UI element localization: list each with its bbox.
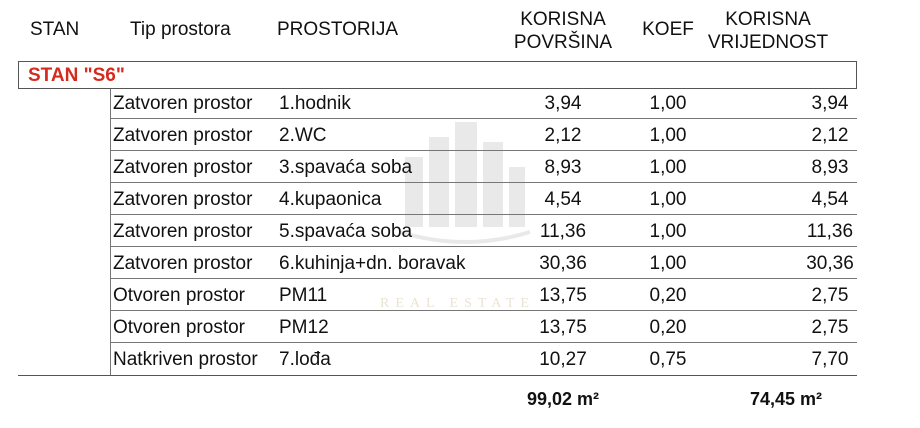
cell-koef: 1,00: [649, 189, 687, 210]
cell-prostorija: 5.spavaća soba: [279, 221, 413, 242]
cell-tip-prostora: Otvoren prostor: [113, 317, 245, 338]
section-header: [18, 61, 857, 89]
cell-tip-prostora: Otvoren prostor: [113, 285, 245, 306]
header-tip-prostora: Tip prostora: [130, 19, 231, 40]
cell-prostorija: PM11: [279, 285, 328, 306]
cell-tip-prostora: Zatvoren prostor: [113, 253, 253, 274]
cell-korisna-povrsina: 2,12: [544, 125, 582, 146]
cell-koef: 0,20: [649, 285, 687, 306]
cell-korisna-vrijednost: 2,75: [811, 317, 849, 338]
cell-korisna-povrsina: 13,75: [539, 285, 587, 306]
total-korisna-vrijednost: 74,45 m²: [749, 389, 823, 409]
header-korisna-povrsina: [480, 8, 646, 54]
table-bottom-rule: [18, 375, 857, 376]
cell-korisna-vrijednost: 4,54: [811, 189, 849, 210]
total-korisna-povrsina: 99,02 m²: [526, 389, 600, 409]
header-korisna-vrijednost-line1: KORISNA: [725, 9, 811, 30]
table-row: [110, 249, 857, 279]
cell-korisna-povrsina: 3,94: [544, 93, 582, 114]
header-koef: KOEF: [642, 19, 694, 40]
table-row: [110, 121, 857, 151]
header-korisna-vrijednost-line2: VRIJEDNOST: [707, 32, 829, 53]
cell-korisna-povrsina: 8,93: [544, 157, 582, 178]
cell-korisna-vrijednost: 7,70: [811, 349, 849, 370]
cell-prostorija: 2.WC: [279, 125, 327, 146]
cell-prostorija: 3.spavaća soba: [279, 157, 413, 178]
cell-korisna-vrijednost: 8,93: [811, 157, 849, 178]
cell-korisna-povrsina: 13,75: [539, 317, 587, 338]
cell-tip-prostora: Zatvoren prostor: [113, 125, 253, 146]
cell-koef: 0,20: [649, 317, 687, 338]
section-title: STAN "S6": [28, 65, 125, 86]
table-row: [110, 89, 857, 119]
table-row: [110, 281, 857, 311]
cell-prostorija: 1.hodnik: [279, 93, 351, 114]
cell-korisna-vrijednost: 11,36: [806, 221, 854, 242]
cell-korisna-vrijednost: 2,75: [811, 285, 849, 306]
table-row: [110, 217, 857, 247]
cell-korisna-vrijednost: 30,36: [806, 253, 854, 274]
cell-koef: 1,00: [649, 125, 687, 146]
header-stan: STAN: [30, 19, 80, 40]
table-row: [110, 153, 857, 183]
cell-koef: 1,00: [649, 93, 687, 114]
header-korisna-povrsina-line1: KORISNA: [520, 9, 606, 30]
cell-prostorija: 4.kupaonica: [279, 189, 382, 210]
cell-korisna-povrsina: 30,36: [539, 253, 587, 274]
table-row: [110, 313, 857, 343]
watermark-text: REAL ESTATE: [380, 296, 535, 311]
cell-korisna-povrsina: 11,36: [539, 221, 587, 242]
cell-koef: 1,00: [649, 221, 687, 242]
cell-korisna-povrsina: 4,54: [544, 189, 582, 210]
cell-korisna-povrsina: 10,27: [539, 349, 587, 370]
cell-korisna-vrijednost: 2,12: [811, 125, 849, 146]
cell-tip-prostora: Zatvoren prostor: [113, 93, 253, 114]
cell-prostorija: 6.kuhinja+dn. boravak: [279, 253, 466, 274]
header-prostorija: PROSTORIJA: [277, 19, 399, 40]
header-korisna-povrsina-line2: POVRŠINA: [513, 32, 613, 53]
cell-koef: 1,00: [649, 157, 687, 178]
table-row: [110, 345, 857, 375]
cell-tip-prostora: Zatvoren prostor: [113, 157, 253, 178]
table-row: [110, 185, 857, 215]
cell-koef: 1,00: [649, 253, 687, 274]
cell-tip-prostora: Natkriven prostor: [113, 349, 258, 370]
cell-prostorija: PM12: [279, 317, 329, 338]
cell-tip-prostora: Zatvoren prostor: [113, 189, 253, 210]
cell-prostorija: 7.lođa: [279, 349, 331, 370]
header-korisna-vrijednost: [685, 8, 851, 54]
cell-korisna-vrijednost: 3,94: [811, 93, 849, 114]
cell-koef: 0,75: [649, 349, 687, 370]
cell-tip-prostora: Zatvoren prostor: [113, 221, 253, 242]
